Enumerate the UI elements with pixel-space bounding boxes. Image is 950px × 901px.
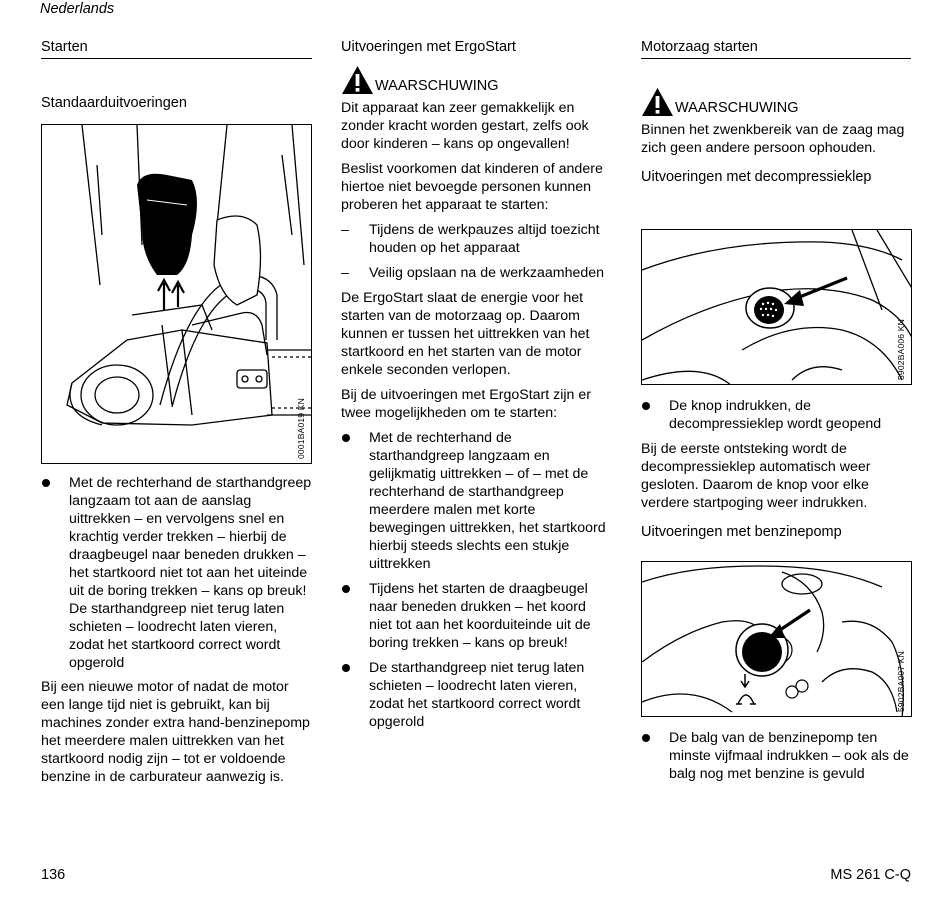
fuel-pump-illustration — [642, 562, 912, 717]
warning-header — [641, 87, 911, 117]
figure-fuel-pump — [641, 561, 912, 717]
paragraph-prevent: Beslist voorkomen dat kinderen of andere hiertoe niet bevoegde personen kunnen proberen het apparaat te starten: — [341, 161, 603, 213]
paragraph-two-options: Bij de uitvoeringen met ErgoStart zijn er twee mogelijkheden om te starten: — [341, 387, 591, 421]
dash-item-supervise: – Tijdens de werkpauzes altijd toezicht houden op het apparaat — [341, 222, 600, 256]
bullet-pull-start: Met de rechterhand de starthandgreep langzaam tot aan de aanslag uittrekken – en vervolgens snel en krachtig verder trekken – hierbij de draagbeugel naar beneden drukken – het startkoord niet tot aan het uiteinde uit de boring trekken – kans op breuk! De starthandgreep niet terug laten schieten – loodrecht laten vieren, zodat het startkoord correct wordt opgerold — [41, 474, 312, 672]
bullet-press-button: De knop indrukken, de decompressieklep wordt geopend — [641, 397, 911, 433]
dash-marker: – — [341, 265, 349, 281]
column-starting-text — [41, 474, 312, 793]
dash-marker: – — [341, 222, 349, 238]
warning-triangle-icon — [641, 87, 674, 117]
emphasis-text: kans op breuk! — [474, 635, 568, 651]
figure-decompression-valve — [641, 229, 912, 385]
figure-pull-start — [41, 124, 312, 464]
bullet-dot — [642, 402, 650, 410]
warning-label: WAARSCHUWING — [375, 78, 499, 94]
page-number: 136 — [41, 867, 66, 883]
bullet-press-bulb: De balg van de benzinepomp ten minste vijfmaal indrukken – ook als de balg nog met benzine is gevuld — [641, 729, 911, 783]
subheading-fuel-pump: Uitvoeringen met benzinepomp — [641, 524, 842, 540]
paragraph-first-ignition: Bij de eerste ontsteking wordt de decompressieklep automatisch weer gesloten. Daarom de knop voor elke verdere startpoging weer indrukken. — [641, 441, 871, 511]
figure-code: 5902BA007 KN — [896, 651, 906, 712]
bullet-release-handle: De starthandgreep niet terug laten schieten – loodrecht laten vieren, zodat het startkoord correct wordt opgerold — [341, 659, 611, 731]
emphasis-text: of — [517, 466, 530, 482]
emphasis-text: kans op breuk! — [213, 583, 307, 599]
bullet-press-handle: Tijdens het starten de draagbeugel naar beneden drukken – het koord niet tot aan het koorduiteinde uit de boring trekken – kans op breuk! — [341, 580, 611, 652]
bullet-dot — [342, 434, 350, 442]
warning-label: WAARSCHUWING — [675, 100, 799, 116]
warning-header — [341, 65, 611, 95]
column-start-saw-bottom — [641, 729, 911, 790]
bullet-dot — [342, 585, 350, 593]
bullet-dot — [342, 664, 350, 672]
section-heading-starting: Starten — [41, 38, 312, 59]
chainsaw-start-illustration — [42, 125, 312, 464]
paragraph-new-engine: Bij een nieuwe motor of nadat de motor een lange tijd niet is gebruikt, kan bij machines zonder extra hand-benzinepomp het meerdere malen uittrekken van het startkoord nodig zijn – tot er voldoende benzine in de carburateur aanwezig is. — [41, 679, 310, 785]
column-start-saw-mid — [641, 397, 911, 541]
bullet-pull-slowly: Met de rechterhand de starthandgreep langzaam en gelijkmatig uittrekken – of – met de rechterhand de starthandgreep meerdere malen met korte bewegingen uittrekken, het startkoord hierbij steeds slechts een stukje uittrekken — [341, 429, 611, 573]
paragraph-child-warning: Dit apparaat kan zeer gemakkelijk en zonder kracht worden gestart, zelfs ook door kinderen – kans op ongevallen! — [341, 100, 589, 152]
paragraph-ergostart-energy: De ErgoStart slaat de energie voor het starten van de motorzaag op. Daarom kunnen er tussen het uittrekken van het startkoord en het starten van de motor enkele seconden verlopen. — [341, 290, 590, 378]
decompression-valve-illustration — [642, 230, 912, 385]
model-label: MS 261 C-Q — [830, 867, 911, 883]
language-label: Nederlands — [40, 1, 115, 17]
column-ergostart — [341, 38, 611, 738]
figure-code: 0001BA019 KN — [296, 398, 306, 459]
column-starting — [41, 38, 312, 112]
emphasis-text: kans op ongevallen! — [443, 136, 570, 152]
section-heading-start-saw: Motorzaag starten — [641, 38, 911, 59]
bullet-dot — [642, 734, 650, 742]
subheading-standard: Standaarduitvoeringen — [41, 95, 187, 111]
subheading-decompression: Uitvoeringen met decompressieklep — [641, 169, 872, 185]
figure-code: 5902BA006 KN — [896, 319, 906, 380]
paragraph-swing-range: Binnen het zwenkbereik van de zaag mag zich geen andere persoon ophouden. — [641, 122, 905, 156]
section-heading-ergostart: Uitvoeringen met ErgoStart — [341, 39, 516, 55]
bullet-dot — [42, 479, 50, 487]
warning-triangle-icon — [341, 65, 374, 95]
column-start-saw — [641, 38, 911, 186]
dash-item-store: – Veilig opslaan na de werkzaamheden — [341, 265, 605, 281]
